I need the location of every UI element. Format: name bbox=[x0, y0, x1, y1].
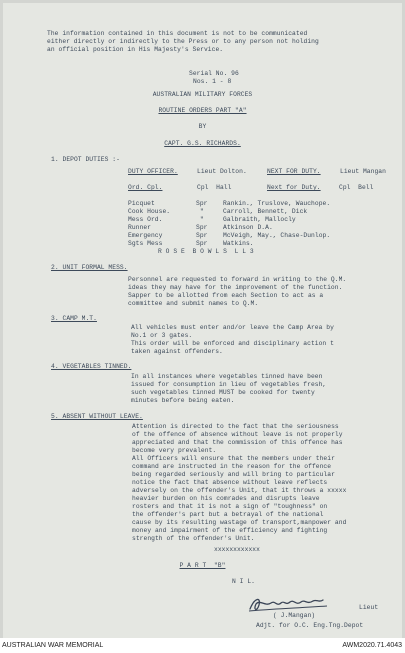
section-heading-awol: 5. ABSENT WITHOUT LEAVE. bbox=[51, 413, 143, 420]
paragraph-line: All vehicles must enter and/or leave the Camp Area by bbox=[131, 324, 334, 331]
paragraph-line: minutes before being eaten. bbox=[131, 397, 235, 404]
paragraph-line: such vegetables tinned MUST be cooked for twenty bbox=[131, 389, 315, 396]
paragraph-line: In all instances where vegetables tinned have been bbox=[131, 373, 323, 380]
nil-text: N I L. bbox=[232, 578, 255, 585]
paragraph-line: strength of the offender's Unit. bbox=[132, 535, 255, 542]
paragraph-line: money and impairment of the efficiency and fighting bbox=[132, 527, 328, 534]
paragraph-line: taken against offenders. bbox=[131, 348, 223, 355]
next-cpl-label: Next for Duty. bbox=[267, 184, 321, 191]
footer-catalogue-id: AWM2020.71.4043 bbox=[342, 642, 402, 649]
next-for-duty-value: Lieut Mangan bbox=[340, 168, 386, 175]
security-notice-line: The information contained in this document is not to be communicated bbox=[47, 30, 308, 37]
duty-role: Mess Ord. bbox=[128, 216, 163, 223]
paragraph-line: of the offence of absence without leave is not properly bbox=[132, 431, 343, 438]
paragraph-line: cause by its resulting wastage of transport,manpower and bbox=[132, 519, 347, 526]
duty-names: McVeigh, May., Chase-Dunlop. bbox=[223, 232, 331, 239]
paragraph-line: appreciated and that the commission of this offence has bbox=[132, 439, 343, 446]
paragraph-line: Attention is directed to the fact that the seriousness bbox=[132, 423, 339, 430]
paragraph-line: ideas they may have for the improvement of the function. bbox=[128, 284, 343, 291]
paragraph-line: issued for consumption in lieu of vegetables fresh, bbox=[131, 381, 327, 388]
duty-names: Atkinson D.A. bbox=[223, 224, 273, 231]
ord-cpl-value: Cpl Hall bbox=[197, 184, 232, 191]
duty-rank: Spr bbox=[196, 232, 208, 239]
commander-name: CAPT. G.S. RICHARDS. bbox=[164, 140, 241, 147]
duty-role: Emergency bbox=[128, 232, 163, 239]
duty-rank: Spr bbox=[196, 200, 208, 207]
paragraph-line: become very prevalent. bbox=[132, 447, 217, 454]
document-page bbox=[3, 3, 402, 638]
paragraph-line: notice the fact that absence without leave reflects bbox=[132, 479, 328, 486]
order-numbers: Nos. 1 - 8 bbox=[193, 78, 232, 85]
duty-rank: Spr bbox=[196, 224, 208, 231]
paragraph-line: No.1 or 3 gates. bbox=[131, 332, 193, 339]
paragraph-line: command are instructed in the reason for the offence bbox=[132, 463, 332, 470]
paragraph-line: the offender's part but a betrayal of the national bbox=[132, 511, 324, 518]
paragraph-line: rosters and that it is not a sign of "toughness" on bbox=[132, 503, 328, 510]
paragraph-line: being regarded seriously and will bring to particular bbox=[132, 471, 335, 478]
section-heading-formal-mess: 2. UNIT FORMAL MESS. bbox=[51, 264, 128, 271]
paragraph-line: Sapper to be allotted from each Section to act as a bbox=[128, 292, 324, 299]
section-heading-camp-mt: 3. CAMP M.T. bbox=[51, 315, 97, 322]
signatory-rank: Lieut bbox=[359, 604, 379, 611]
duty-rank: " bbox=[200, 216, 204, 223]
section-heading-vegetables: 4. VEGETABLES TINNED. bbox=[51, 363, 132, 370]
duty-role: Cook House. bbox=[128, 208, 171, 215]
security-notice-line: an official position in His Majesty's Service. bbox=[47, 46, 224, 53]
paragraph-line: Personnel are requested to forward in writing to the Q.M. bbox=[128, 276, 347, 283]
footer-institution: AUSTRALIAN WAR MEMORIAL bbox=[2, 642, 104, 649]
next-for-duty-label: NEXT FOR DUTY. bbox=[267, 168, 321, 175]
unit-name: AUSTRALIAN MILITARY FORCES bbox=[152, 91, 253, 98]
duty-role: Runner bbox=[128, 224, 151, 231]
duty-rank: Spr bbox=[196, 240, 208, 247]
paragraph-line: All Officers will ensure that the members under their bbox=[132, 455, 335, 462]
signatory-appointment: Adjt. for O.C. Eng.Tng.Depot bbox=[256, 622, 364, 629]
duty-role: Picquet bbox=[128, 200, 155, 207]
duty-role: Sgts Mess bbox=[128, 240, 163, 247]
duty-officer-label: DUTY OFFICER. bbox=[128, 168, 178, 175]
duty-rank: " bbox=[200, 208, 204, 215]
part-b-heading: P A R T "B" bbox=[179, 562, 226, 569]
archive-footer bbox=[0, 638, 405, 653]
signatory-name: ( J.Mangan) bbox=[273, 612, 316, 619]
security-notice-line: either directly or indirectly to the Press or to any person not holding bbox=[47, 38, 319, 45]
paragraph-line: adversely on the offender's Unit, that it throws a xxxxx bbox=[132, 487, 347, 494]
next-cpl-value: Cpl Bell bbox=[339, 184, 374, 191]
duty-officer-value: Lieut Dolton. bbox=[197, 168, 247, 175]
ord-cpl-label: Ord. Cpl. bbox=[128, 184, 163, 191]
serial-number: Serial No. 96 bbox=[189, 70, 239, 77]
paragraph-line: heavier burden on his comrades and disrupts leave bbox=[132, 495, 320, 502]
by-line: BY bbox=[198, 123, 207, 130]
duty-names: Galbraith, Mallocly bbox=[223, 216, 296, 223]
duty-names: Rankin., Truslove, Wauchope. bbox=[223, 200, 331, 207]
paragraph-line: committee and submit names to Q.M. bbox=[128, 300, 259, 307]
duty-names: Carroll, Bennett, Dick bbox=[223, 208, 308, 215]
rose-bowls-note: R O S E B O W L S L L 3 bbox=[158, 248, 254, 255]
section-heading-depot-duties: 1. DEPOT DUTIES :- bbox=[51, 156, 120, 163]
document-title: ROUTINE ORDERS PART "A" bbox=[158, 107, 247, 114]
separator-line: xxxxxxxxxxxx bbox=[214, 546, 260, 553]
paragraph-line: This order will be enforced and disciplinary action t bbox=[131, 340, 334, 347]
duty-names: Watkins. bbox=[223, 240, 254, 247]
